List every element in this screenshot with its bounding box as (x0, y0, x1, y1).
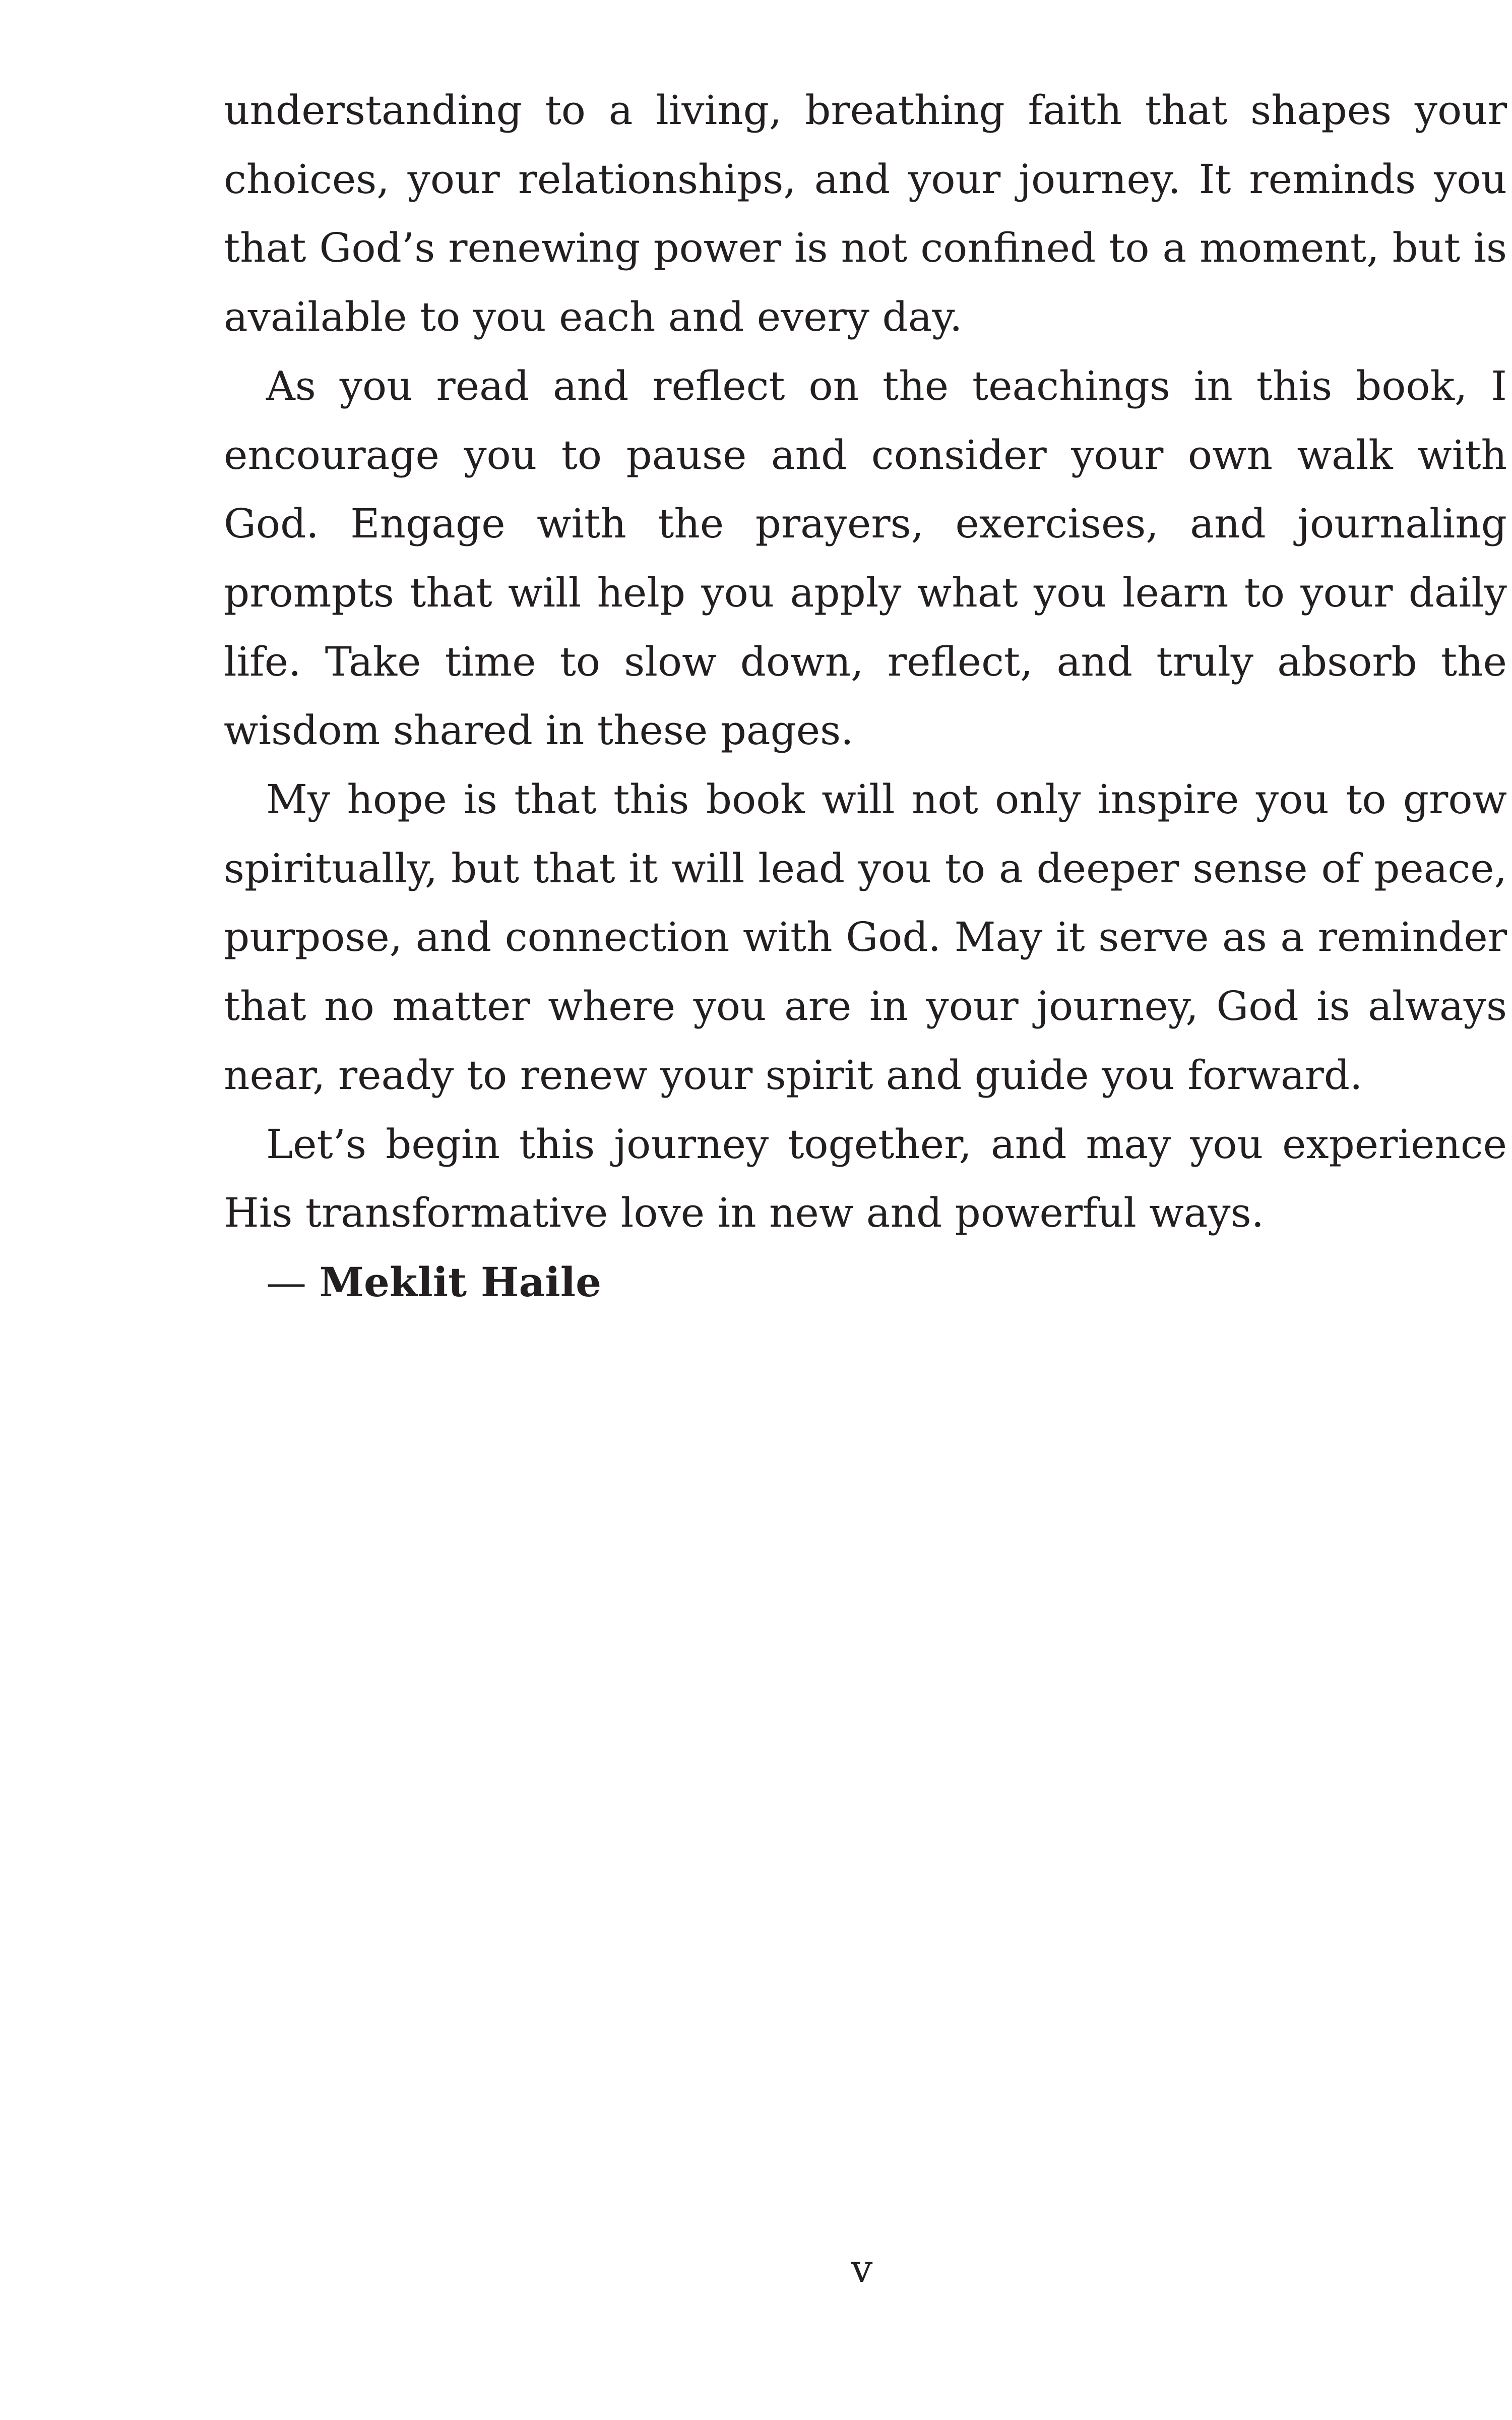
signature-dash: — (266, 1258, 306, 1306)
paragraph-hope: My hope is that this book will not only inspire you to grow spiritually, but that it will lead you to a deeper sense of peace, purpose, and connection with God. May it serve as a reminder that no matter where you are in your journey, God is always near, ready to renew your spirit and guide you forward. (224, 776, 1507, 1099)
author-signature (224, 1248, 1507, 1317)
paragraph-reflect: As you read and reflect on the teachings in this book, I encourage you to pause and consider your own walk with God. Engage with the prayers, exercises, and journaling prompts that will help you apply what you learn to your daily life. Take time to slow down, reflect, and truly absorb the wisdom shared in these pages. (224, 362, 1507, 754)
page-number: v (851, 2246, 873, 2291)
paragraph-continuation: understanding to a living, breathing faith that shapes your choices, your relationships, and your journey. It reminds you that God’s renewing power is not confined to a moment, but is available to you each and every day. (224, 87, 1507, 341)
body-text (224, 76, 1507, 1317)
author-name: Meklit Haile (319, 1258, 602, 1306)
paragraph-begin: Let’s begin this journey together, and may you experience His transformative love in new and powerful ways. (224, 1120, 1507, 1237)
